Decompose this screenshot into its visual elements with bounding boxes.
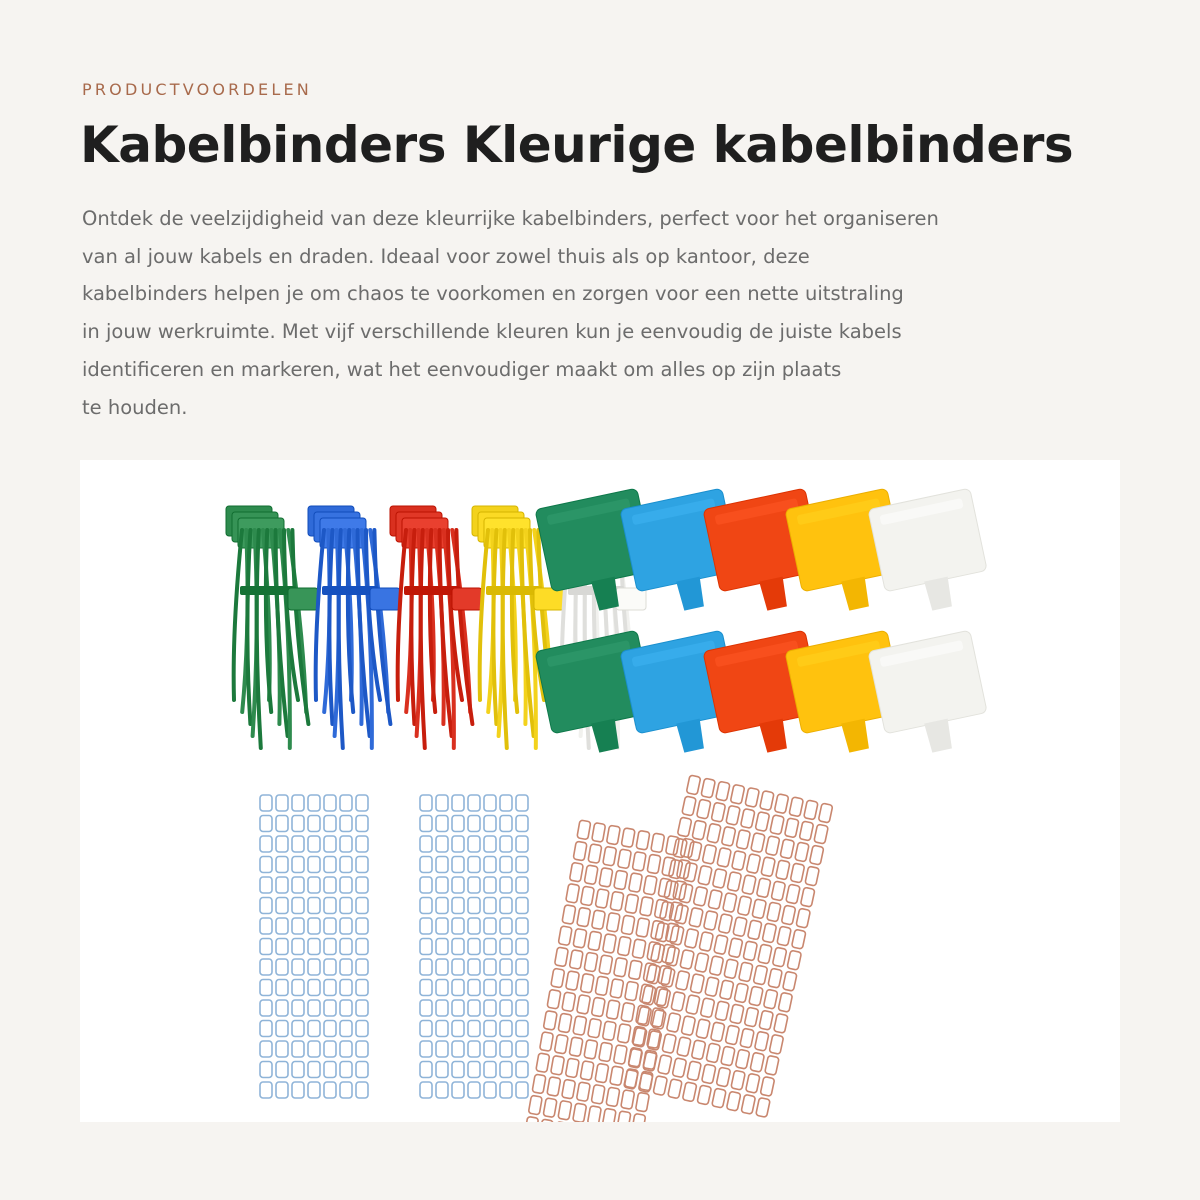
marker-tag <box>868 488 993 619</box>
product-description <box>82 200 1122 426</box>
description-line: identificeren en markeren, wat het eenvoudiger maakt om alles op zijn plaats <box>82 357 842 381</box>
section-eyebrow: PRODUCTVOORDELEN <box>82 80 312 99</box>
description-line: kabelbinders helpen je om chaos te voorkomen en zorgen voor een nette uitstraling <box>82 282 904 306</box>
description-line: van al jouw kabels en draden. Ideaal voor zowel thuis als op kantoor, deze <box>82 244 810 268</box>
product-image <box>80 460 1120 1122</box>
cable-tie-bundle <box>308 506 400 748</box>
cable-tie-bundle <box>390 506 482 748</box>
page-title: Kabelbinders Kleurige kabelbinders <box>80 116 1074 174</box>
label-sheet <box>525 820 695 1122</box>
marker-tags-group <box>535 488 993 761</box>
label-sheet <box>260 795 368 1098</box>
description-line: te houden. <box>82 395 188 419</box>
cable-tie-bundle <box>226 506 318 748</box>
red-label-sheets <box>525 775 833 1122</box>
label-sheet <box>420 795 528 1098</box>
description-line: in jouw werkruimte. Met vijf verschillende kleuren kun je eenvoudig de juiste kabels <box>82 320 902 344</box>
blue-label-sheets <box>260 795 528 1098</box>
description-line: Ontdek de veelzijdigheid van deze kleurrijke kabelbinders, perfect voor het organiseren <box>82 207 939 230</box>
marker-tag <box>868 630 993 761</box>
